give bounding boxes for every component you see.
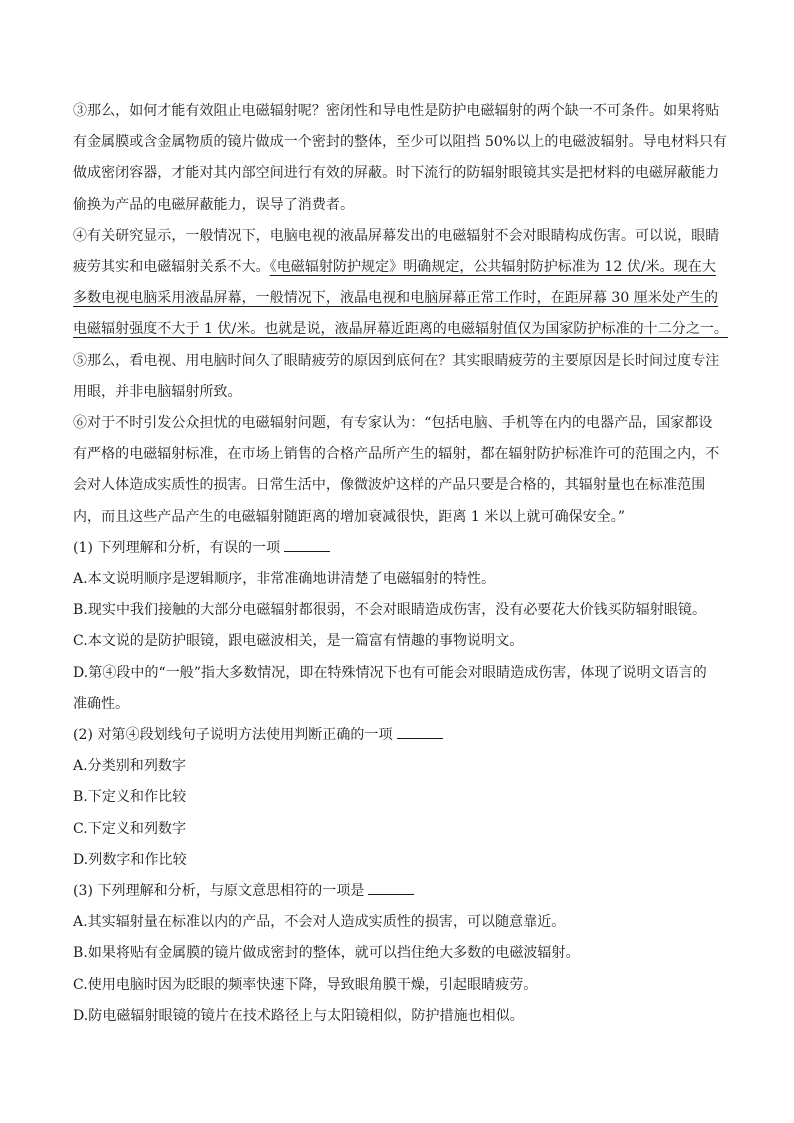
paragraph-line — [73, 252, 719, 283]
paragraph-line: ⑥对于不时引发公众担忧的电磁辐射问题，有专家认为：“包括电脑、手机等在内的电器产品，国家都设 — [73, 415, 713, 432]
question-stem — [73, 876, 719, 907]
paragraph-line: 偷换为产品的电磁屏蔽能力，误导了消费者。 — [73, 196, 354, 213]
option-a: A.其实辐射量在标准以内的产品，不会对人造成实质性的损害，可以随意靠近。 — [73, 914, 566, 931]
paragraph-4 — [73, 221, 728, 346]
option-b: B.如果将贴有金属膜的镜片做成密封的整体，就可以挡住绝大多数的电磁波辐射。 — [73, 945, 580, 962]
plain-text: 疲劳其实和电磁辐射关系不大。 — [73, 259, 270, 276]
answer-blank[interactable] — [397, 724, 443, 739]
underlined-sentence: 电磁辐射强度不大于 1 伏/米。也就是说，液晶屏幕近距离的电磁辐射值仅为国家防护标准的十二分之一。 — [73, 321, 728, 338]
paragraph-line: 做成密闭容器，才能对其内部空间进行有效的屏蔽。时下流行的防辐射眼镜其实是把材料的电磁屏蔽能力 — [73, 165, 720, 182]
option-d: D.列数字和作比较 — [73, 851, 187, 868]
paragraph-5 — [73, 346, 719, 408]
question-2 — [73, 720, 719, 876]
question-stem-text: (1) 下列理解和分析，有误的一项 — [73, 539, 281, 556]
option-d-continued: 准确性。 — [73, 695, 130, 712]
answer-blank[interactable] — [284, 537, 330, 552]
question-stem-text: (3) 下列理解和分析，与原文意思相符的一项是 — [73, 883, 365, 900]
paragraph-line: 有严格的电磁辐射标准，在市场上销售的合格产品所产生的辐射，都在辐射防护标准许可的范围之内，不 — [73, 446, 720, 463]
paragraph-3 — [73, 96, 727, 221]
paragraph-6 — [73, 408, 719, 533]
option-c: C.使用电脑时因为眨眼的频率快速下降，导致眼角膜干燥，引起眼睛疲劳。 — [73, 976, 538, 993]
question-1 — [73, 533, 719, 720]
question-stem — [73, 533, 719, 564]
option-b: B.下定义和作比较 — [73, 789, 187, 806]
paragraph-line: 用眼，并非电脑辐射所致。 — [73, 383, 242, 400]
paragraph-line: ③那么，如何才能有效阻止电磁辐射呢？密闭性和导电性是防护电磁辐射的两个缺一不可条件。如果将贴 — [73, 103, 720, 119]
question-stem-text: (2) 对第④段划线句子说明方法使用判断正确的一项 — [73, 727, 393, 744]
paragraph-line: ④有关研究显示，一般情况下，电脑电视的液晶屏幕发出的电磁辐射不会对眼睛构成伤害。可以说，眼睛 — [73, 227, 720, 244]
paragraph-line: 内，而且这些产品产生的电磁辐射随距离的增加衰减很快，距离 1 米以上就可确保安全。” — [73, 508, 626, 525]
option-c: C.本文说的是防护眼镜，跟电磁波相关，是一篇富有情趣的事物说明文。 — [73, 633, 524, 650]
underlined-sentence: 多数电视电脑采用液晶屏幕，一般情况下，液晶电视和电脑屏幕正常工作时，在距屏幕 30 厘米处产生的 — [73, 290, 719, 307]
paragraph-line: 会对人体造成实质性的损害。日常生活中，像微波炉这样的产品只要是合格的，其辐射量也在标准范围 — [73, 477, 706, 494]
answer-blank[interactable] — [368, 880, 414, 895]
option-d: D.防电磁辐射眼镜的镜片在技术路径上与太阳镜相似，防护措施也相似。 — [73, 1007, 524, 1024]
option-a: A.分类别和列数字 — [73, 758, 187, 775]
option-d: D.第④段中的“一般”指大多数情况，即在特殊情况下也有可能会对眼睛造成伤害，体现了说明文语言的 — [73, 664, 707, 681]
paragraph-line: 有金属膜或含金属物质的镜片做成一个密封的整体，至少可以阻挡 50%以上的电磁波辐射。导电材料只有 — [73, 134, 727, 151]
option-b: B.现实中我们接触的大部分电磁辐射都很弱，不会对眼睛造成伤害，没有必要花大价钱买防辐射眼镜。 — [73, 602, 707, 619]
question-3 — [73, 876, 719, 1032]
option-a: A.本文说明顺序是逻辑顺序，非常准确地讲清楚了电磁辐射的特性。 — [73, 571, 496, 588]
paragraph-line: ⑤那么，看电视、用电脑时间久了眼睛疲劳的原因到底何在？其实眼睛疲劳的主要原因是长时间过度专注 — [73, 352, 720, 369]
underlined-sentence: 《电磁辐射防护规定》明确规定，公共辐射防护标准为 12 伏/米。现在大 — [269, 259, 716, 276]
question-stem — [73, 720, 719, 751]
option-c: C.下定义和列数字 — [73, 820, 187, 837]
